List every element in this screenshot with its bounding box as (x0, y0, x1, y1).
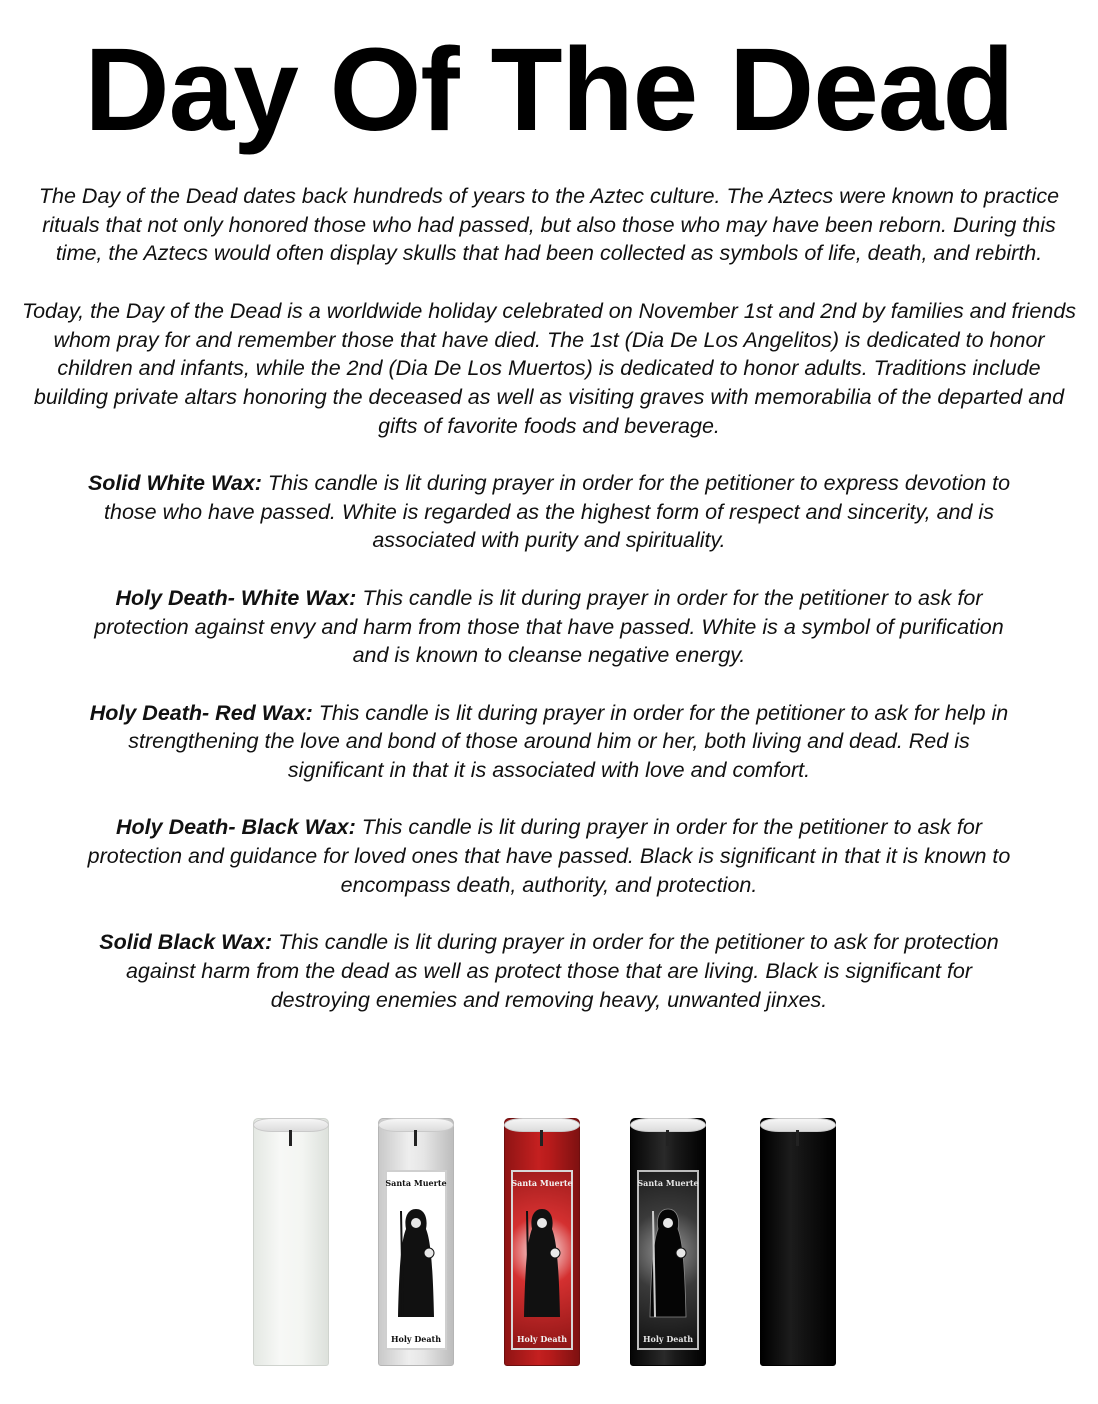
candle-description (20, 699, 1078, 785)
holy-death-white-candle-image (378, 1118, 454, 1366)
candle-glass (253, 1118, 329, 1366)
candle-text: This candle is lit during prayer in order for the petitioner to ask for protection and guidance for loved ones that have passed. Black is significant in that it is known to encompass death, authority, and protection. (87, 815, 1011, 897)
solid-white-candle-image (253, 1118, 329, 1366)
candle-wick (666, 1130, 669, 1146)
label-bottom-text: Holy Death (390, 1334, 442, 1344)
label-top-text: Santa Muerte (385, 1178, 447, 1188)
candle-wick (414, 1130, 417, 1146)
candle-label (385, 1170, 447, 1350)
candle-text: This candle is lit during prayer in order for the petitioner to ask for protection against harm from the dead as well as protect those that are living. Black is significant for destroying enemies and removing heavy, unwanted jinxes. (125, 930, 999, 1012)
label-top-text: Santa Muerte (511, 1178, 573, 1188)
candle-product-images (0, 1110, 1098, 1370)
candle-description (20, 928, 1078, 1014)
candle-name: Holy Death- Red Wax: (89, 700, 313, 725)
santa-muerte-figure-icon (645, 1201, 691, 1321)
candle-wick (796, 1130, 799, 1146)
candle-name: Solid Black Wax: (99, 930, 273, 955)
candle-label (511, 1170, 573, 1350)
candle-description (20, 584, 1078, 670)
candle-wick (289, 1130, 292, 1146)
candle-text: This candle is lit during prayer in order for the petitioner to ask for protection against envy and harm from those that have passed. White is a symbol of purification and is known to cleanse negative energy. (94, 585, 1004, 668)
candle-description (20, 469, 1078, 555)
candle-description (20, 813, 1078, 899)
label-bottom-text: Holy Death (642, 1334, 694, 1344)
intro-paragraph: The Day of the Dead dates back hundreds of years to the Aztec culture. The Aztecs were known to practice rituals that not only honored those who had passed, but also those who may have been reborn. During this time, the Aztecs would often display skulls that had been collected as symbols of life, death, and rebirth. (38, 184, 1060, 266)
article-body (20, 182, 1078, 1043)
santa-muerte-figure-icon (393, 1201, 439, 1321)
page-title: Day Of The Dead (84, 24, 1014, 156)
candle-label (637, 1170, 699, 1350)
santa-muerte-figure-icon (519, 1201, 565, 1321)
intro-paragraph: Today, the Day of the Dead is a worldwide holiday celebrated on November 1st and 2nd by families and friends whom pray for and remember those that have died. The 1st (Dia De Los Angelitos) is dedicated to honor children and infants, while the 2nd (Dia De Los Muertos) is dedicated to honor adults. Traditions include building private altars honoring the deceased as well as visiting graves with memorabilia of the departed and gifts of favorite foods and beverage. (21, 298, 1077, 438)
candle-text: This candle is lit during prayer in order for the petitioner to ask for help in strengthening the love and bond of those around him or her, both living and dead. Red is significant in that it is associated with love and comfort. (128, 700, 1009, 782)
candle-name: Holy Death- Black Wax: (116, 815, 356, 840)
solid-black-candle-image (760, 1118, 836, 1366)
holy-death-red-candle-image (504, 1118, 580, 1366)
label-top-text: Santa Muerte (637, 1178, 699, 1188)
candle-wick (540, 1130, 543, 1146)
label-bottom-text: Holy Death (516, 1334, 568, 1344)
candle-text: This candle is lit during prayer in order for the petitioner to express devotion to those who have passed. White is regarded as the highest form of respect and sincerity, and is associated with purity and spirituality. (104, 471, 1011, 553)
candle-name: Holy Death- White Wax: (115, 585, 357, 610)
candle-name: Solid White Wax: (87, 471, 262, 495)
holy-death-black-candle-image (630, 1118, 706, 1366)
candle-glass (760, 1118, 836, 1366)
